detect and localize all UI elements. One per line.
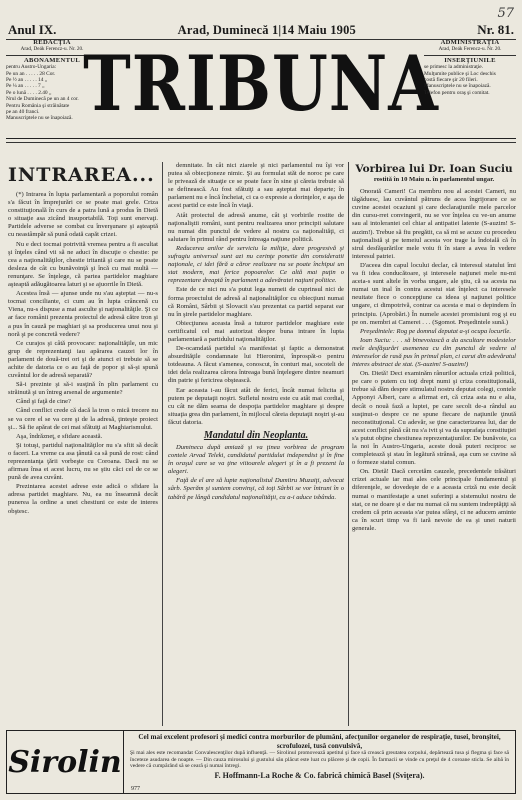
- redaction-address: Arad, Deák Ferencz-u. Nr. 20.: [20, 46, 84, 53]
- subscription-line: pe an 40 franci.: [6, 109, 40, 116]
- advert-line-3: F. Hoffmann-La Roche & Co. fabrică chimică Basel (Sviţera).: [214, 770, 425, 780]
- insertion-line: Telefon pentru oraş şi comitat.: [424, 89, 490, 96]
- administration-box: [424, 40, 516, 128]
- paragraph: (*) Intrarea în lupta parlamentară a poporului român s'a făcut în împrejurări ce se poate mai grele. Criza constituţională în curs de a patra lună a produs în Dietă o situaţie asa zicând insuportabilă. Toţi sunt enervaţi. Partidele adverse se combat cu înverşunare şi aşteaptă cu neastâmpăr să punâ odată capăt crizei.: [8, 191, 158, 239]
- article-body-suciu: [352, 188, 516, 533]
- paragraph: D'aceea din capul locului declar, că interesul statului îmi va fi idea conducătoare, şi interesele naţiunei mele nu-mi aceia-s sunt altele în vorba ungare, ale ştiu, că sa acesta na numai un inal în contra acestui stat înţelect ca interesele neuitate fiece o concepţiune ca ideea şi naţiunei politice ungare, ci dimpotrivă, contrar ca acesta e mai o depindem în principiu. (Aprobări.) În numele acestei promisiuni rog şi eu pe on. membri ai Camerei . . . (Sgomot. Preşedintele sună.): [352, 261, 516, 326]
- article-body-neoplanta: [168, 444, 344, 502]
- paragraph: Prezintarea acestei adrese este adică o sfidare la adresa partidei maghiare. Nu, ea nu înseamnă decât punerea la ordine a unei chestiuni ce este de interes obştesc.: [8, 483, 158, 515]
- masthead: [4, 38, 518, 134]
- paragraph: Acestea însă — ajunse unde nu s'au aşteptat — nu-s tocmai conciliante, ci cum au în lupta crâncenă cu Viena, nu-s dispuse a mai asculte şi naţionalităţile. Şi ce ar face românii prezenta proiectul de adresă către tron şi a pus în cauză pe maghiari şi sa producerea unui nou şi noră şi pe concretă vedere?: [8, 290, 158, 338]
- paragraph: Dumineca după amiază şi va ţinea vorbirea de program contele Arvad Teleki, candidatul partidului independist şi în fine în oraşul care se va ţine viitoarele alegeri şi în a fi prezent la alegeri.: [168, 444, 344, 476]
- column-3: [352, 162, 516, 726]
- paragraph: Când conflict crede că dacă la tron o mică trecere nu se va cere el se va cere şi de la adresă, ţinteşte proiect şi... Să fie apărat de cei mai sfătuiţi ai Maghiarismului.: [8, 407, 158, 431]
- paragraph: Este de ce nici nu s'a putut lega numeii de cuprinsul nici de forma proectului de adresă al naţionalităţilor cu obiecţiuni numai că Români, Sârbii şi Slovacii s'au prezentat ca partid separat ear nu în şirele partidelor maghiare.: [168, 286, 344, 318]
- paragraph: Onorată Cameri! Ca membru nou al acestei Cameri, nu tăgăduesc, lau cuvântul pătruns de acea îngrijorare ce se cuvine acestei ocaziuni şi care declaraţiunile mele parcelor din cursu-rret convingerii, nu se vor înţelea cu ve-un anume sau al intolerantei cel chiar al antipatiei latente (S-auzim! S-auzim!). Trebue să fiu pregătit, ca să mi se acuze cu procedeu naţionalistă şi pe temeiul acesta vor trage la îndoială că în sirul desfăşurărilor mele voiu fi în stare a avea în vedere interesul patriei.: [352, 188, 516, 260]
- insertion-line: costă fiecare şir 20 fileri.: [424, 77, 478, 84]
- article-heading-neoplanta: Mandatul din Neoplanta.: [203, 430, 309, 441]
- newspaper-title: TRIBUNA: [83, 39, 439, 129]
- sirolin-advert: [6, 730, 516, 794]
- paragraph: Şi totuşi, partidul naţionalităţilor nu s'a sfiit să decât o faceri. La vreme ca asa ţânută ca să pună de rost: când reprezentanţa ţării vorbeşte cu Coroana. Dacă nu se afirmau însa ei acest lucru, nu se ştiu căci cel de ce se pună de avea cuvânt.: [8, 441, 158, 482]
- paragraph: De-ocamdată partidul s'a manifestat şi faptic a demonstrat absurdităţile condamnate lui Hieronimi, înprospăt-o pentru totdeauna. A făcut s'amenea, conoscut, în conturi mai, socoteli de idei dela realizarea cărora întreaga bună înţelegere dintre neamuri din patrie şi fericirea obştească.: [168, 345, 344, 385]
- paragraph: Aşa, îndrăzneţ, e sfidare această.: [16, 432, 103, 440]
- issue-year: Anul IX.: [8, 22, 57, 37]
- paragraph: Nu e deci tocmai potrivită vremea pentru a fi ascultat şi înţeles când vii să ne aduci în discuţie o chestie: pe cea a naţionalităţilor, chestie iritantă şi care nu se poate desleza de cât cu bunăvoinţă şi încă cu mai multă — renunţare. Se înţelege, că partea partidelor maghiare aşteaptă adăugătoarea laturi şi se ajuorrile în Dietă.: [8, 240, 158, 289]
- masthead-title: [83, 38, 439, 130]
- paragraph: On. Dietă! Deci examinăm rânurilor actuala criză politică, pe care o putem cu toţi drept numi şi criza constituţională, trebue să dăm despre stimulatul nostru deputat colegi, contele Apponyi Albert, care a afirmat ert, că criza asta nu e alta, decât o nouă fază a luptei, pe care secoli de-a rândul au susţinut-o despre ce ne spune fiecare de naţiunile ţinută neconstituţional. Cu adevăr, se ţine caracterizarea lui, dar de acest conflict până cât nu s'a ivit şi va da suprafaţa constituţiei s'a putut obţine chestiunea reprezentaţiunilor. De bunăvoie, ca la noi în Austro-Ungaria, aceste două puteri reciproc se completează şi stau în legătură strânsă, aşa cum se cuvine să o formeze statul comun.: [352, 370, 516, 467]
- paragraph: Reducerea anilor de serviciu la miliţie, dare progresivă şi sufragiu universal sunt azi nu cerinţe ponetie din consideratii naţionale, ci idei fără a căror realizare nu se poate închipui un stat modern, mai ferice popoarelor. Ce altă mai puţin o reprezentare dreaptă în parlament a adevăratei naţiuni politice.: [168, 244, 344, 285]
- paragraph: Să-i prezinte şi să-i susţină în plin parlament cu străinută şi un întreg arsenal de argumente?: [8, 381, 158, 397]
- issue-number: Nr. 81.: [477, 22, 514, 37]
- advert-line-1: Cel mai excelent profesori şi medici contra morburilor de plumâni, afecţunilor organelor de respiraţie, tusei, bronşitei, scrofulozei, tusă convulsivă,: [138, 733, 501, 750]
- paragraph: Faţă de el are să lupte naţionalistul Dumitru Muzaiţi, advocat sârb. Sperăm şi suntem convinşi, că toţi Sârbii se vor întruni în o tabără pe lângă candidatul naţionalităţii, cu a-i aduce isbânda.: [168, 477, 344, 501]
- subscription-line: Pe ¼ an . . . . . 7 „: [6, 83, 45, 90]
- advert-text: [124, 731, 515, 793]
- paragraph: demnitate. În cât nici ziarele şi nici parlamentul nu îşi vor putea să obiecţioneze nimic. Şi au formulat stăt de noroc pe care le privează de situaţie ce se poate face în sine şi căreia trebuie să se definească. Au fost sfătuiţi a sau aşteptat mai departe; în parlament nu e încă încheiat, ci ca o expresie a dorinţelor, e aşa de acest partid ce este încă în viaţă.: [168, 162, 344, 210]
- advert-brand: Sirolin: [8, 744, 122, 780]
- paragraph: Preşedintele: Rog pe domnul deputat a-şi ocupa locurile.: [360, 327, 512, 335]
- handwritten-mark: 57: [497, 6, 514, 21]
- article-heading-suciu: Vorbirea lui Dr. Ioan Suciu: [355, 163, 513, 175]
- insertion-line: se primesc la administraţie.: [424, 64, 483, 71]
- column-separator-1: [162, 162, 163, 726]
- paragraph: Atât proiectul de adresă anume, cât şi vorbirile rostite de naţionaliştii români, sunt pentru realizarea unor principii salutare nu numai din punctul de vedere al nostru ca naţionalităţi, ci salutare în primul rând pentru întreaga naţiune politică.: [168, 211, 344, 243]
- article-body-intrarea: [8, 191, 158, 516]
- article-heading-intrarea: INTRAREA...: [8, 164, 155, 186]
- subscription-line: Pe ½ an . . . . . 14 „: [6, 77, 48, 84]
- subscription-heading: ABONAMENTUL: [23, 56, 81, 64]
- column-2: [168, 162, 344, 726]
- place-date: Arad, Duminecă 1|14 Maiu 1905: [177, 22, 357, 37]
- paragraph: Ioan Suciu: . . . să binevoiască a da ascultare modestelor mele desfăşurări asemenea cu din punctul de vedere al intereselor de rasă pus în primul plan, ci carui din adevăratul interes abstract de stat. (S-auzim! S-auzim!): [352, 336, 516, 369]
- masthead-rule-thin: [6, 142, 516, 143]
- redaction-heading: REDACŢIA: [33, 40, 71, 46]
- article-body-continued: [168, 162, 344, 427]
- insertion-line: Manuscriptele nu se înapoiază.: [424, 83, 491, 90]
- column-1: [8, 162, 158, 726]
- insertion-line: Mulţumite publice şi Loc deschis: [424, 70, 496, 77]
- paragraph: Ear aceasta i-au făcut atât de ferici, încât numai felicita şi putem pe deputaţii noştri. Sufletul nostru este cu atât mai cordial, cu cât ne dăm seama de despoţia partidelor maghiare şi despre situaţia grea din parlament, în mijlocul căreia deputaţii noştri şi-au făcut datoria.: [168, 386, 344, 426]
- advert-logo: [7, 731, 124, 793]
- subscription-line: Nrul de Duminecă pe un an 4 cor.: [6, 96, 79, 103]
- subscription-line: Manuscriptele nu se înapoiază.: [6, 115, 73, 122]
- subscription-line: Pentru România şi străinătate: [6, 102, 70, 109]
- administration-heading: ADMINISTRAŢIA: [440, 40, 500, 46]
- masthead-rule-thick: [6, 138, 516, 139]
- paragraph: Obiecţiunea aceasta însă a tuturor partidelor maghiare este certificatul cel mai autorizat despre buna intrare în lupta parlamentară a partidului naţionalităţilor.: [168, 319, 344, 343]
- advert-line-2: Şi mai ales este recomandat Convalescenţilor după influenţă. — Sirolinul promovează apetitul şi face să crească greutatea corpului, depărtează tusa şi flegma şi face să înceteze asudarea de noapte. — Din cauza mirosului şi gustului său plăcut este luat cu plăcere şi de copii. În farmacii se vinde cu preţul de 4 coroane sticla. Se aibă în vedere că cumpărând să se ceară şi numai întregi.: [130, 750, 509, 770]
- administration-address: Arad, Deák Ferencz-u. Nr. 20.: [438, 46, 502, 53]
- paragraph: On. Dietă! Dacă cercetăm cauzele, precedentele trăsături crizei actuale iar mai ales cele principale fundamentul şi diferenţele, se dovedeşte de e a aceasta criză nu este decât numai o manifestaţie a unei suferinţi a sistemului nostru de stat, ce ne doare şi e dar nu numai că nu suntem indreptăţiţi să credem că prin aceasta s'ar putea sfârşi, ci ne aducem aminte ca în scurt timp va fi iară nevoie de ea şi unei naturii generale.: [352, 468, 516, 532]
- advert-footnote: 977: [131, 786, 140, 792]
- subscription-line: pentru Austro-Ungaria:: [6, 64, 57, 71]
- article-subheading-suciu: rostită în 10 Maiu n. în parlamentul ungar.: [373, 176, 495, 183]
- subscription-line: Pe o lună . . . . 2.40 „: [6, 89, 52, 96]
- column-separator-2: [348, 162, 349, 726]
- paragraph: Ce curajos şi câtă provocare: naţionalităţile, un mic grup de reprezentanţi iau apărarea cauzei lor în parlament de două-trei ori şi de atunci ei trebuie să se achite de datoria ce o au faţă de popor şi să-şi spună cuvântul lor de adresă separată?: [8, 339, 158, 380]
- subscription-line: Pe un an . . . . . 28 Cor.: [6, 70, 56, 77]
- insertion-heading: INSERŢIUNILE: [444, 56, 496, 64]
- paragraph: Când şi faţă de cine?: [16, 398, 71, 406]
- issue-info-line: [8, 22, 514, 38]
- insertion-lines: [424, 64, 516, 96]
